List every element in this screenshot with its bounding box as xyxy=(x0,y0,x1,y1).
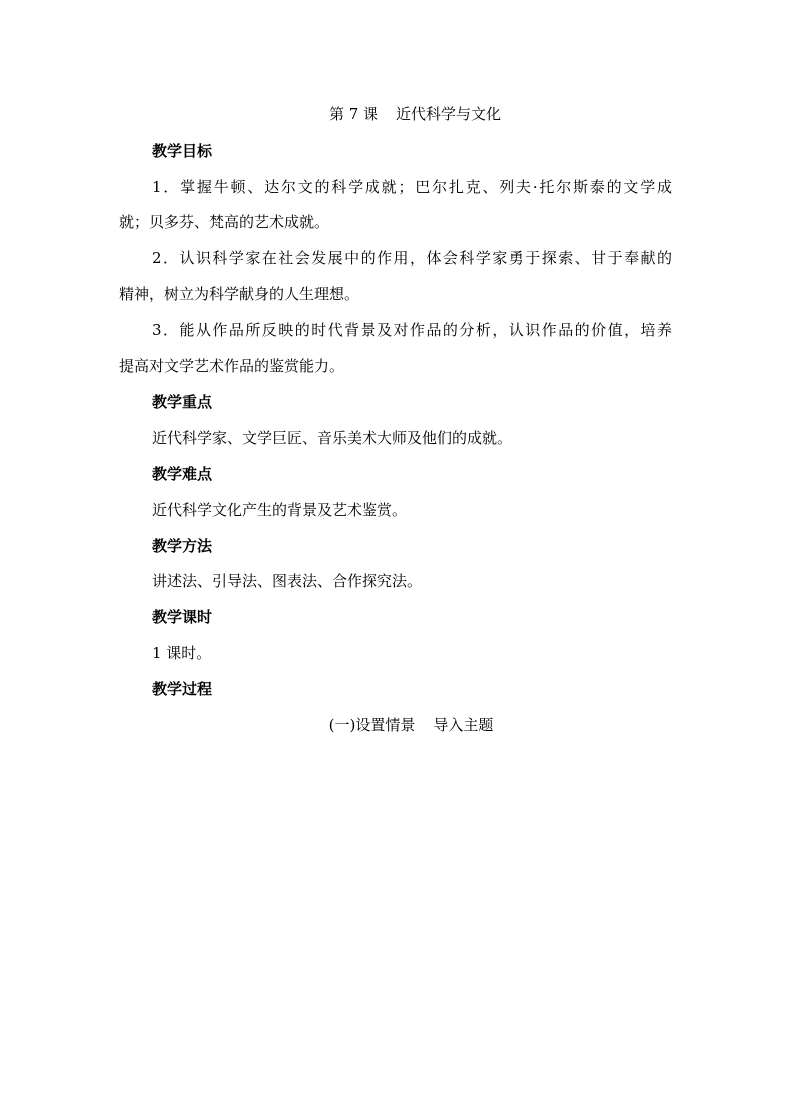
process-subsection-title xyxy=(0,715,790,735)
hours-text: 1 课时。 xyxy=(152,644,212,662)
lesson-name: 近代科学与文化 xyxy=(396,105,502,123)
lesson-number: 第 7 课 xyxy=(328,105,379,123)
key-points-text: 近代科学家、文学巨匠、音乐美术大师及他们的成就。 xyxy=(152,429,513,447)
objectives-heading: 教学目标 xyxy=(152,142,213,160)
objective-2-line-1: 2．认识科学家在社会发展中的作用，体会科学家勇于探索、甘于奉献的 xyxy=(152,249,672,267)
objective-1-line-1: 1．掌握牛顿、达尔文的科学成就；巴尔扎克、列夫·托尔斯泰的文学成 xyxy=(152,178,672,196)
subsection-topic: 导入主题 xyxy=(433,716,494,734)
difficulties-text: 近代科学文化产生的背景及艺术鉴赏。 xyxy=(152,501,408,519)
process-heading: 教学过程 xyxy=(152,680,213,698)
methods-heading: 教学方法 xyxy=(152,537,213,555)
subsection-label: (一)设置情景 xyxy=(328,716,416,734)
objective-3-line-2: 提高对文学艺术作品的鉴赏能力。 xyxy=(119,357,345,375)
objective-2-line-2: 精神，树立为科学献身的人生理想。 xyxy=(119,285,360,303)
difficulties-heading: 教学难点 xyxy=(152,465,213,483)
hours-heading: 教学课时 xyxy=(152,608,213,626)
methods-text: 讲述法、引导法、图表法、合作探究法。 xyxy=(152,572,423,590)
lesson-title xyxy=(0,104,790,124)
key-points-heading: 教学重点 xyxy=(152,393,213,411)
objective-3-line-1: 3．能从作品所反映的时代背景及对作品的分析，认识作品的价值，培养 xyxy=(152,321,672,339)
objective-1-line-2: 就；贝多芬、梵高的艺术成就。 xyxy=(119,213,330,231)
